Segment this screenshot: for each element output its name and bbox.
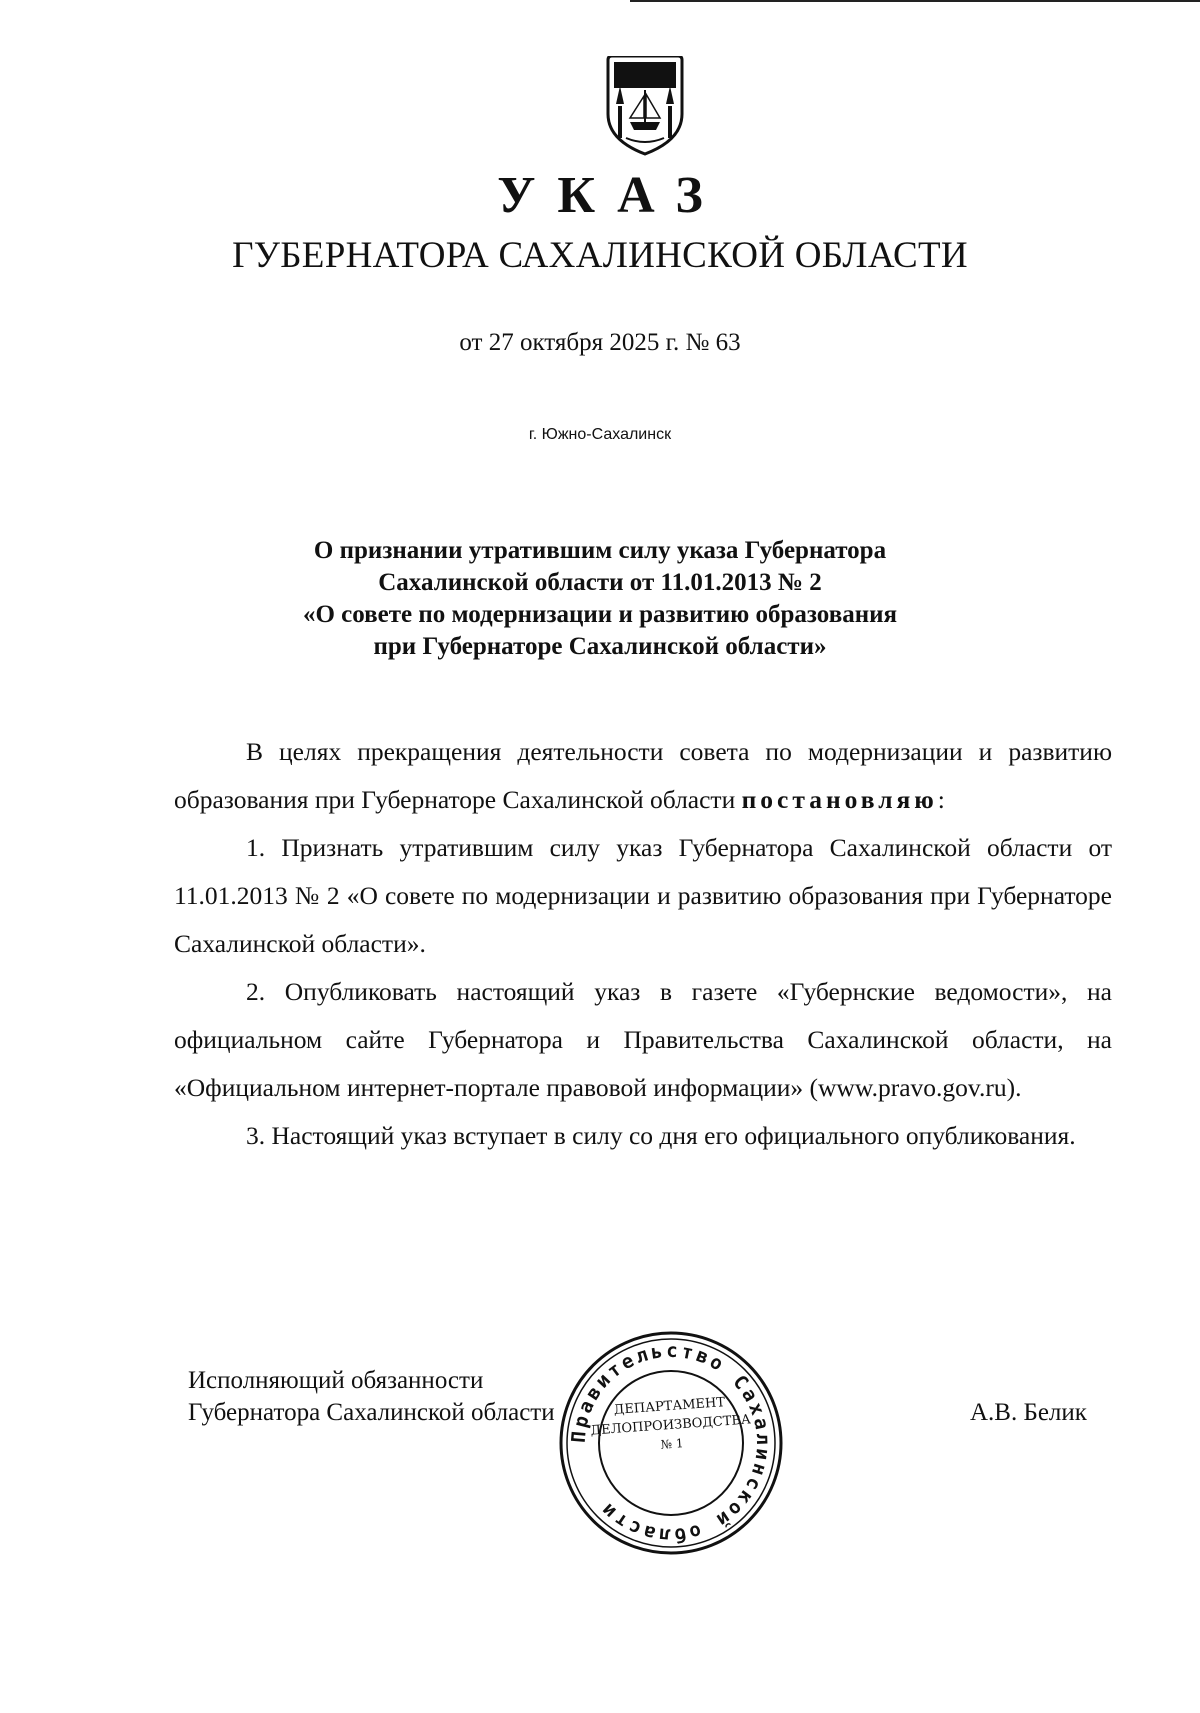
city-line: г. Южно-Сахалинск [528,426,672,443]
top-border-line [630,0,1200,2]
decree-item: 3. Настоящий указ вступает в силу со дня его официального опубликования. [246,1121,1076,1150]
issuer-title: ГУБЕРНАТОРА САХАЛИНСКОЙ ОБЛАСТИ [232,235,968,276]
preamble-text: В целях прекращения деятельности совета по модернизации и развитию образования при Губернаторе Сахалинской области [174,737,1112,814]
seal-inner-line: ДЕЛОПРОИЗВОДСТВА [590,1412,752,1439]
decree-item: 1. Признать утратившим силу указ Губернатора Сахалинской области от 11.01.2013 № 2 «О совете по модернизации и развитию образования при Губернаторе Сахалинской области». [174,833,1112,958]
seal-inner-line: № 1 [660,1436,684,1452]
preamble-paragraph [174,728,1112,824]
subject-line: Сахалинской области от 11.01.2013 № 2 [378,569,822,596]
decree-item: 2. Опубликовать настоящий указ в газете «Губернские ведомости», на официальном сайте Губернатора и Правительства Сахалинской области, на «Официальном интернет-портале правовой информации» (www.pravo.gov.ru). [174,977,1112,1102]
signer-position-line: Губернатора Сахалинской области [188,1399,555,1426]
signer-name: А.В. Белик [970,1399,1087,1426]
document-subject [0,535,1200,663]
date-and-number: от 27 октября 2025 г. № 63 [459,329,741,356]
decree-body [174,728,1112,1160]
signer-position-line: Исполняющий обязанности [188,1367,484,1394]
resolve-colon: : [937,785,945,814]
seal-inner-line: ДЕПАРТАМЕНТ [613,1395,726,1418]
resolve-word: постановляю [741,785,938,814]
subject-line: при Губернаторе Сахалинской области» [373,633,827,660]
coat-of-arms-icon [600,56,690,156]
document-type-title: УКАЗ [497,167,725,224]
seal-outer-text: Правительство Сахалинской области [567,1339,775,1547]
subject-line: «О совете по модернизации и развитию образования [302,601,898,628]
subject-line: О признании утратившим силу указа Губернатора [313,537,887,564]
official-seal-stamp [556,1328,786,1558]
signer-position [188,1365,555,1429]
